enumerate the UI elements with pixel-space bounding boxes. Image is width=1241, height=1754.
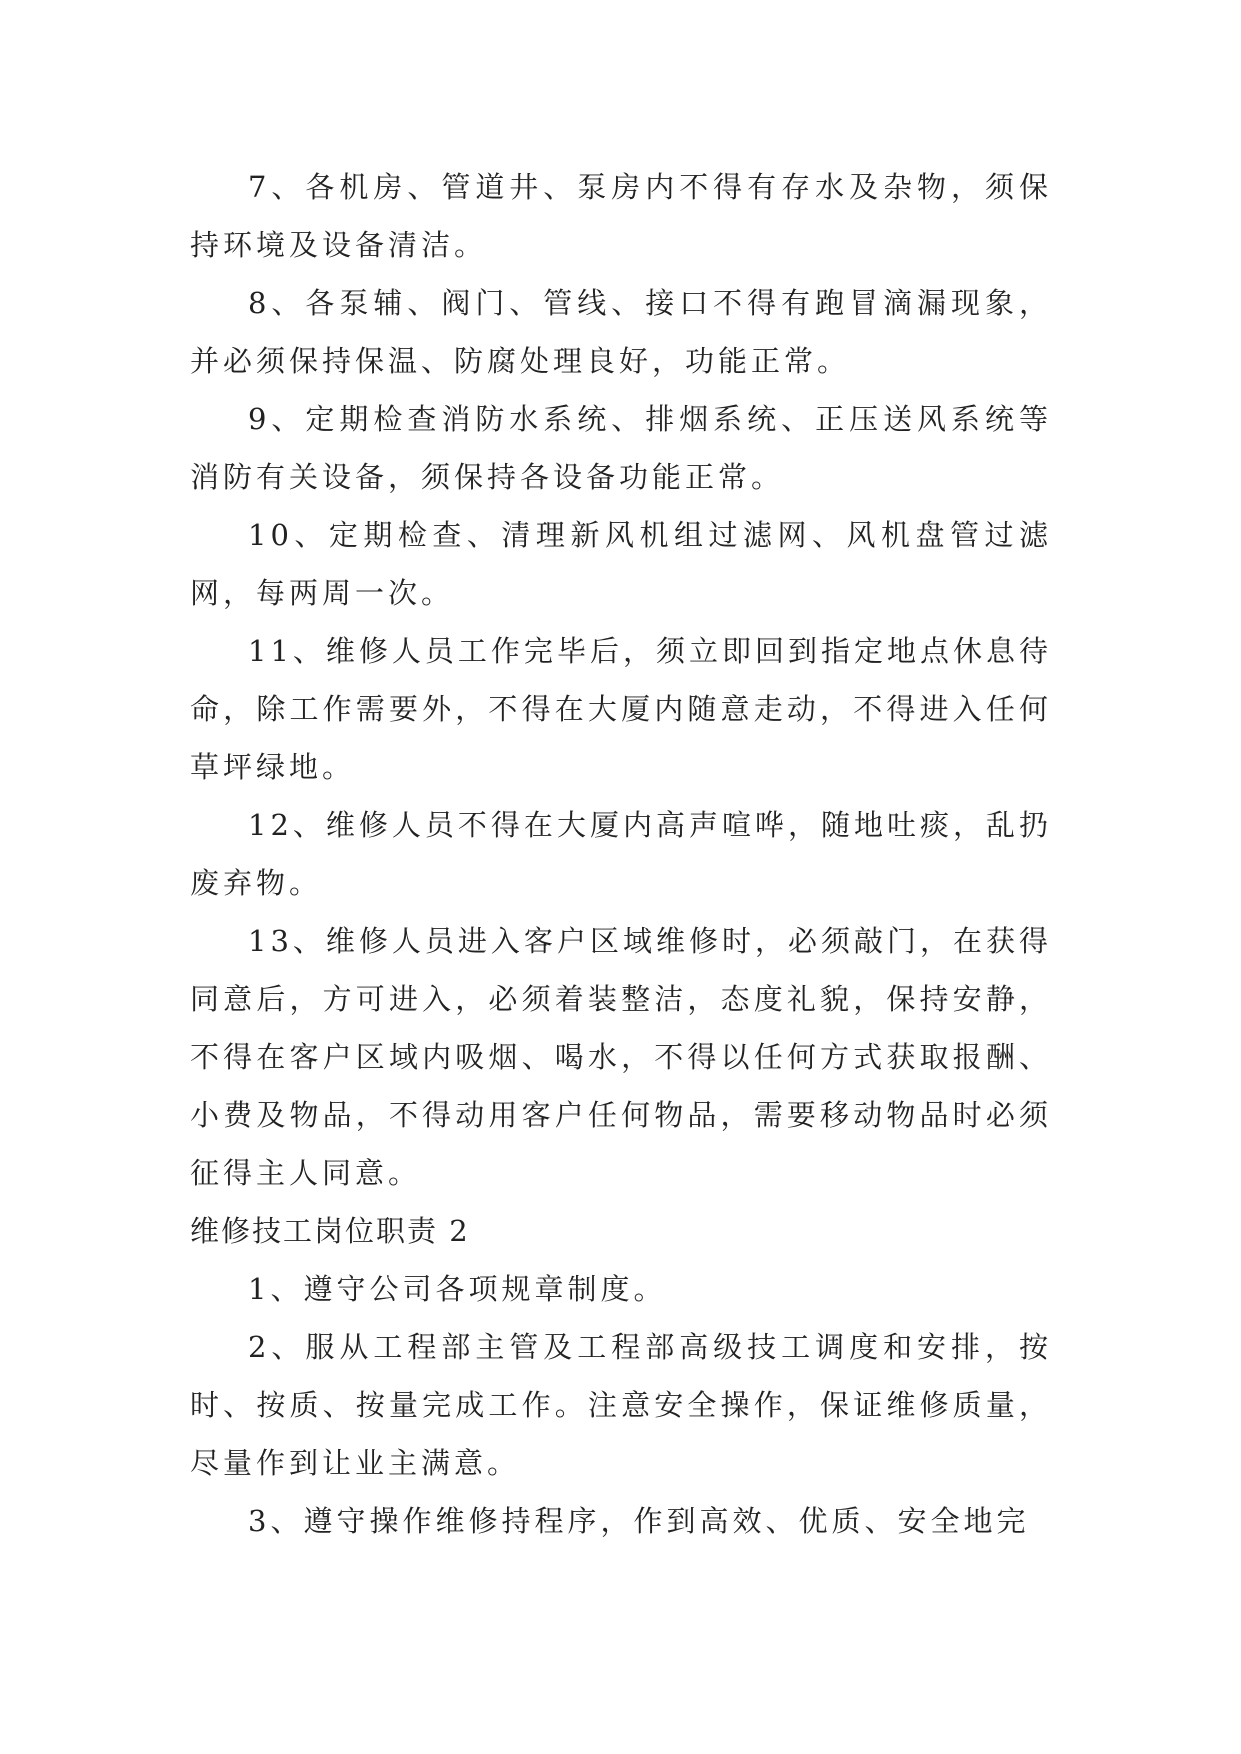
paragraph-item-9: 9、定期检查消防水系统、排烟系统、正压送风系统等消防有关设备，须保持各设备功能正常。 bbox=[190, 402, 1052, 494]
document-page bbox=[190, 158, 1052, 1550]
paragraph-item-13: 13、维修人员进入客户区域维修时，必须敲门，在获得同意后，方可进入，必须着装整洁，态度礼貌，保持安静，不得在客户区域内吸烟、喝水，不得以任何方式获取报酬、小费及物品，不得动用客户任何物品，需要移动物品时必须征得主人同意。 bbox=[190, 924, 1052, 1190]
paragraph-item-10: 10、定期检查、清理新风机组过滤网、风机盘管过滤网，每两周一次。 bbox=[190, 518, 1052, 610]
paragraph-item-1: 1、遵守公司各项规章制度。 bbox=[248, 1272, 667, 1306]
paragraph-item-12: 12、维修人员不得在大厦内高声喧哗，随地吐痰，乱扔废弃物。 bbox=[190, 808, 1052, 900]
paragraph-item-2: 2、服从工程部主管及工程部高级技工调度和安排，按时、按质、按量完成工作。注意安全操作，保证维修质量，尽量作到让业主满意。 bbox=[190, 1330, 1052, 1480]
paragraph-item-7: 7、各机房、管道井、泵房内不得有存水及杂物，须保持环境及设备清洁。 bbox=[190, 170, 1052, 262]
paragraph-item-11: 11、维修人员工作完毕后，须立即回到指定地点休息待命，除工作需要外，不得在大厦内随意走动，不得进入任何草坪绿地。 bbox=[190, 634, 1052, 784]
paragraph-item-3: 3、遵守操作维修持程序，作到高效、优质、安全地完 bbox=[248, 1504, 1030, 1538]
section-heading: 维修技工岗位职责 2 bbox=[190, 1214, 470, 1248]
paragraph-item-8: 8、各泵辅、阀门、管线、接口不得有跑冒滴漏现象，并必须保持保温、防腐处理良好，功能正常。 bbox=[190, 286, 1052, 378]
